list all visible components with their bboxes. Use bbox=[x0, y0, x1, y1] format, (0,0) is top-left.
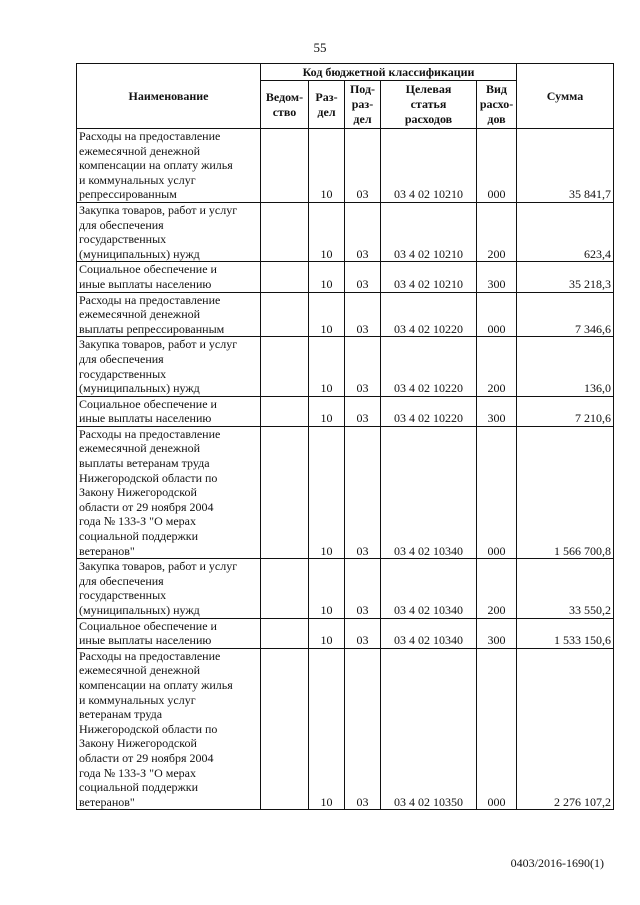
table-row bbox=[77, 396, 614, 426]
table-header bbox=[77, 64, 614, 129]
header-razdel: Раз- дел bbox=[309, 81, 345, 129]
row-vedomstvo bbox=[261, 426, 309, 558]
row-podrazdel: 03 bbox=[345, 337, 381, 396]
row-podrazdel: 03 bbox=[345, 618, 381, 648]
row-expense-type: 300 bbox=[477, 618, 517, 648]
budget-table bbox=[76, 63, 614, 810]
table-row bbox=[77, 202, 614, 261]
header-sum: Сумма bbox=[517, 64, 614, 129]
row-vedomstvo bbox=[261, 559, 309, 618]
row-podrazdel: 03 bbox=[345, 648, 381, 810]
row-razdel: 10 bbox=[309, 337, 345, 396]
row-vedomstvo bbox=[261, 618, 309, 648]
row-expense-type: 200 bbox=[477, 337, 517, 396]
table-row bbox=[77, 648, 614, 810]
row-razdel: 10 bbox=[309, 262, 345, 292]
header-podrazdel: Под- раз- дел bbox=[345, 81, 381, 129]
header-vedomstvo: Ведом- ство bbox=[261, 81, 309, 129]
row-target-article: 03 4 02 10340 bbox=[381, 426, 477, 558]
row-vedomstvo bbox=[261, 202, 309, 261]
row-sum: 7 346,6 bbox=[517, 292, 614, 337]
row-expense-type: 000 bbox=[477, 129, 517, 203]
row-sum: 33 550,2 bbox=[517, 559, 614, 618]
row-target-article: 03 4 02 10210 bbox=[381, 202, 477, 261]
row-sum: 7 210,6 bbox=[517, 396, 614, 426]
row-target-article: 03 4 02 10220 bbox=[381, 337, 477, 396]
document-code: 0403/2016-1690(1) bbox=[510, 856, 604, 870]
row-sum: 35 218,3 bbox=[517, 262, 614, 292]
row-razdel: 10 bbox=[309, 292, 345, 337]
row-vedomstvo bbox=[261, 648, 309, 810]
row-vedomstvo bbox=[261, 129, 309, 203]
header-name: Наименование bbox=[77, 64, 261, 129]
table-row bbox=[77, 618, 614, 648]
row-name: Расходы на предоставление ежемесячной денежной выплаты ветеранам труда Нижегородской области по Закону Нижегородской области от 29 ноября 2004 года № 133-З "О мерах социальной поддержки ветеранов" bbox=[77, 426, 261, 558]
row-vedomstvo bbox=[261, 262, 309, 292]
row-target-article: 03 4 02 10220 bbox=[381, 396, 477, 426]
row-razdel: 10 bbox=[309, 559, 345, 618]
row-target-article: 03 4 02 10340 bbox=[381, 559, 477, 618]
row-sum: 136,0 bbox=[517, 337, 614, 396]
row-expense-type: 000 bbox=[477, 292, 517, 337]
row-podrazdel: 03 bbox=[345, 202, 381, 261]
row-podrazdel: 03 bbox=[345, 559, 381, 618]
row-target-article: 03 4 02 10210 bbox=[381, 129, 477, 203]
row-sum: 2 276 107,2 bbox=[517, 648, 614, 810]
row-sum: 1 533 150,6 bbox=[517, 618, 614, 648]
table-row bbox=[77, 262, 614, 292]
row-razdel: 10 bbox=[309, 618, 345, 648]
row-expense-type: 000 bbox=[477, 648, 517, 810]
header-target-article: Целевая статья расходов bbox=[381, 81, 477, 129]
row-name: Расходы на предоставление ежемесячной денежной компенсации на оплату жилья и коммунальных услуг ветеранам труда Нижегородской области по Закону Нижегородской области от 29 ноября 2004 года № 133-З "О мерах социальной поддержки ветеранов" bbox=[77, 648, 261, 810]
row-name: Социальное обеспечение и иные выплаты населению bbox=[77, 262, 261, 292]
row-name: Расходы на предоставление ежемесячной денежной выплаты репрессированным bbox=[77, 292, 261, 337]
row-vedomstvo bbox=[261, 396, 309, 426]
table-row bbox=[77, 337, 614, 396]
row-vedomstvo bbox=[261, 337, 309, 396]
row-target-article: 03 4 02 10340 bbox=[381, 618, 477, 648]
row-podrazdel: 03 bbox=[345, 396, 381, 426]
row-razdel: 10 bbox=[309, 396, 345, 426]
row-podrazdel: 03 bbox=[345, 262, 381, 292]
row-razdel: 10 bbox=[309, 202, 345, 261]
row-sum: 623,4 bbox=[517, 202, 614, 261]
table-row bbox=[77, 426, 614, 558]
row-name: Расходы на предоставление ежемесячной денежной компенсации на оплату жилья и коммунальных услуг репрессированным bbox=[77, 129, 261, 203]
row-razdel: 10 bbox=[309, 129, 345, 203]
row-expense-type: 000 bbox=[477, 426, 517, 558]
row-target-article: 03 4 02 10350 bbox=[381, 648, 477, 810]
table-row bbox=[77, 559, 614, 618]
row-podrazdel: 03 bbox=[345, 426, 381, 558]
row-sum: 35 841,7 bbox=[517, 129, 614, 203]
row-expense-type: 200 bbox=[477, 559, 517, 618]
row-name: Социальное обеспечение и иные выплаты населению bbox=[77, 396, 261, 426]
row-expense-type: 200 bbox=[477, 202, 517, 261]
header-expense-type: Вид расхо- дов bbox=[477, 81, 517, 129]
row-sum: 1 566 700,8 bbox=[517, 426, 614, 558]
row-razdel: 10 bbox=[309, 426, 345, 558]
row-name: Закупка товаров, работ и услуг для обеспечения государственных (муниципальных) нужд bbox=[77, 202, 261, 261]
table-body bbox=[77, 129, 614, 810]
row-name: Закупка товаров, работ и услуг для обеспечения государственных (муниципальных) нужд bbox=[77, 337, 261, 396]
row-podrazdel: 03 bbox=[345, 129, 381, 203]
row-podrazdel: 03 bbox=[345, 292, 381, 337]
row-target-article: 03 4 02 10220 bbox=[381, 292, 477, 337]
row-target-article: 03 4 02 10210 bbox=[381, 262, 477, 292]
row-expense-type: 300 bbox=[477, 262, 517, 292]
row-name: Социальное обеспечение и иные выплаты населению bbox=[77, 618, 261, 648]
header-budget-classification: Код бюджетной классификации bbox=[261, 64, 517, 81]
row-name: Закупка товаров, работ и услуг для обеспечения государственных (муниципальных) нужд bbox=[77, 559, 261, 618]
row-expense-type: 300 bbox=[477, 396, 517, 426]
table-row bbox=[77, 129, 614, 203]
table-row bbox=[77, 292, 614, 337]
page-number: 55 bbox=[313, 40, 327, 55]
row-vedomstvo bbox=[261, 292, 309, 337]
row-razdel: 10 bbox=[309, 648, 345, 810]
